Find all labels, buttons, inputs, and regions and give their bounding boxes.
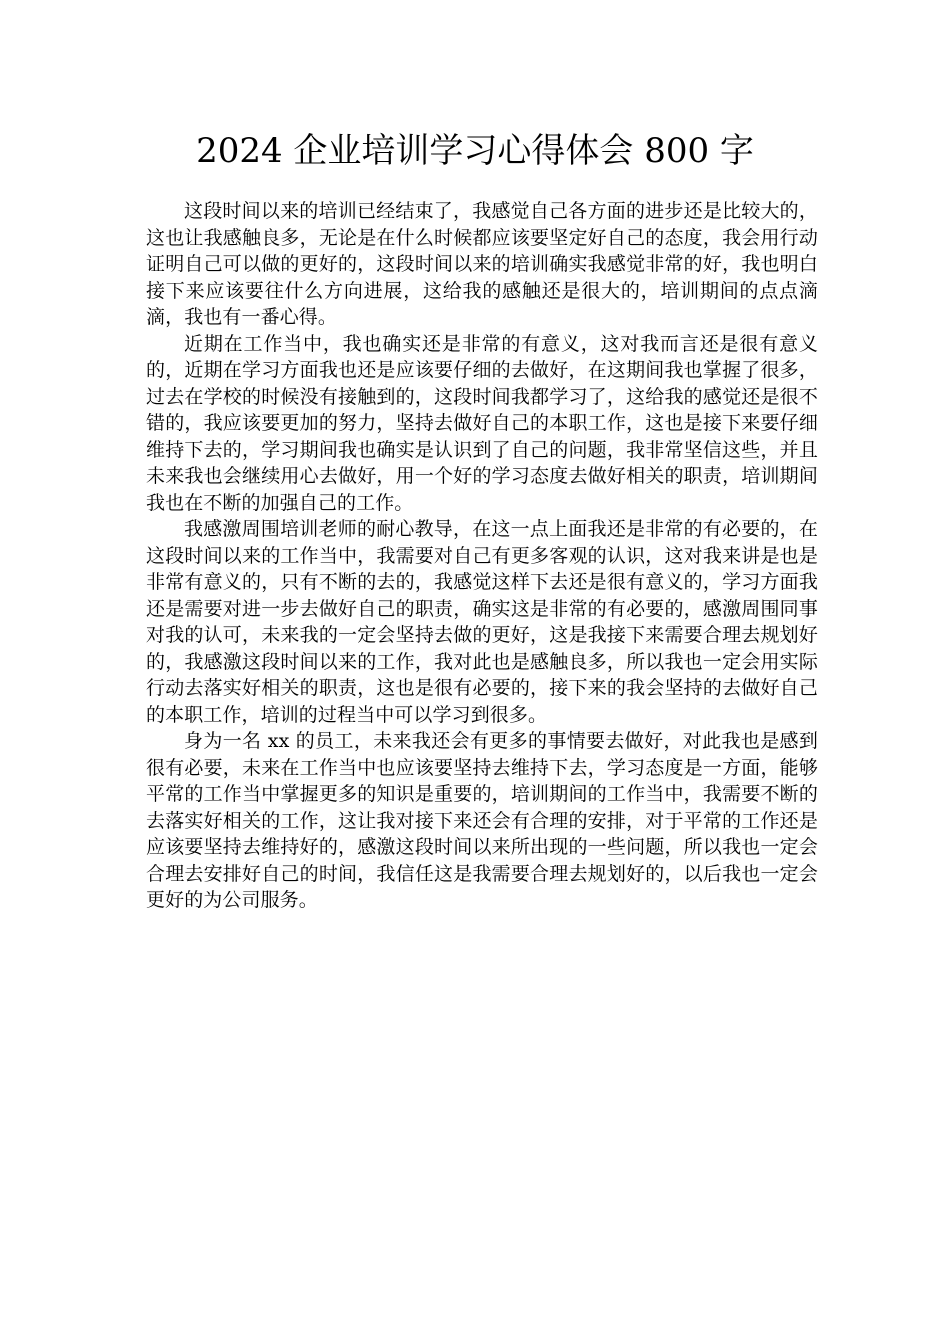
paragraph-4: 身为一名 xx 的员工，未来我还会有更多的事情要去做好，对此我也是感到很有必要，未来在工作当中也应该要坚持去维持下去，学习态度是一方面，能够平常的工作当中掌握更多的知识是重要的，培训期间的工作当中，我需要不断的去落实好相关的工作，这让我对接下来还会有合理的安排，对于平常的工作还是应该要坚持去维持好的，感激这段时间以来所出现的一些问题，所以我也一定会合理去安排好自己的时间，我信任这是我需要合理去规划好的，以后我也一定会更好的为公司服务。 xyxy=(146,730,818,911)
paragraph-3: 我感激周围培训老师的耐心教导，在这一点上面我还是非常的有必要的，在这段时间以来的工作当中，我需要对自己有更多客观的认识，这对我来讲是也是非常有意义的，只有不断的去的，我感觉这样下去还是很有意义的，学习方面我还是需要对进一步去做好自己的职责，确实这是非常的有必要的，感激周围同事对我的认可，未来我的一定会坚持去做的更好，这是我接下来需要合理去规划好的，我感激这段时间以来的工作，我对此也是感触良多，所以我也一定会用实际行动去落实好相关的职责，这也是很有必要的，接下来的我会坚持的去做好自己的本职工作，培训的过程当中可以学习到很多。 xyxy=(146,518,818,726)
paragraph-1: 这段时间以来的培训已经结束了，我感觉自己各方面的进步还是比较大的，这也让我感触良多，无论是在什么时候都应该要坚定好自己的态度，我会用行动证明自己可以做的更好的，这段时间以来的培训确实我感觉非常的好，我也明白接下来应该要往什么方向进展，这给我的感触还是很大的，培训期间的点点滴滴，我也有一番心得。 xyxy=(146,200,818,328)
document-body xyxy=(146,198,818,914)
document-title: 2024 企业培训学习心得体会 800 字 xyxy=(196,131,754,171)
paragraph-2: 近期在工作当中，我也确实还是非常的有意义，这对我而言还是很有意义的，近期在学习方面我也还是应该要仔细的去做好，在这期间我也掌握了很多，过去在学校的时候没有接触到的，这段时间我都学习了，这给我的感觉还是很不错的，我应该要更加的努力，坚持去做好自己的本职工作，这也是接下来要仔细维持下去的，学习期间我也确实是认识到了自己的问题，我非常坚信这些，并且未来我也会继续用心去做好，用一个好的学习态度去做好相关的职责，培训期间我也在不断的加强自己的工作。 xyxy=(146,332,818,514)
